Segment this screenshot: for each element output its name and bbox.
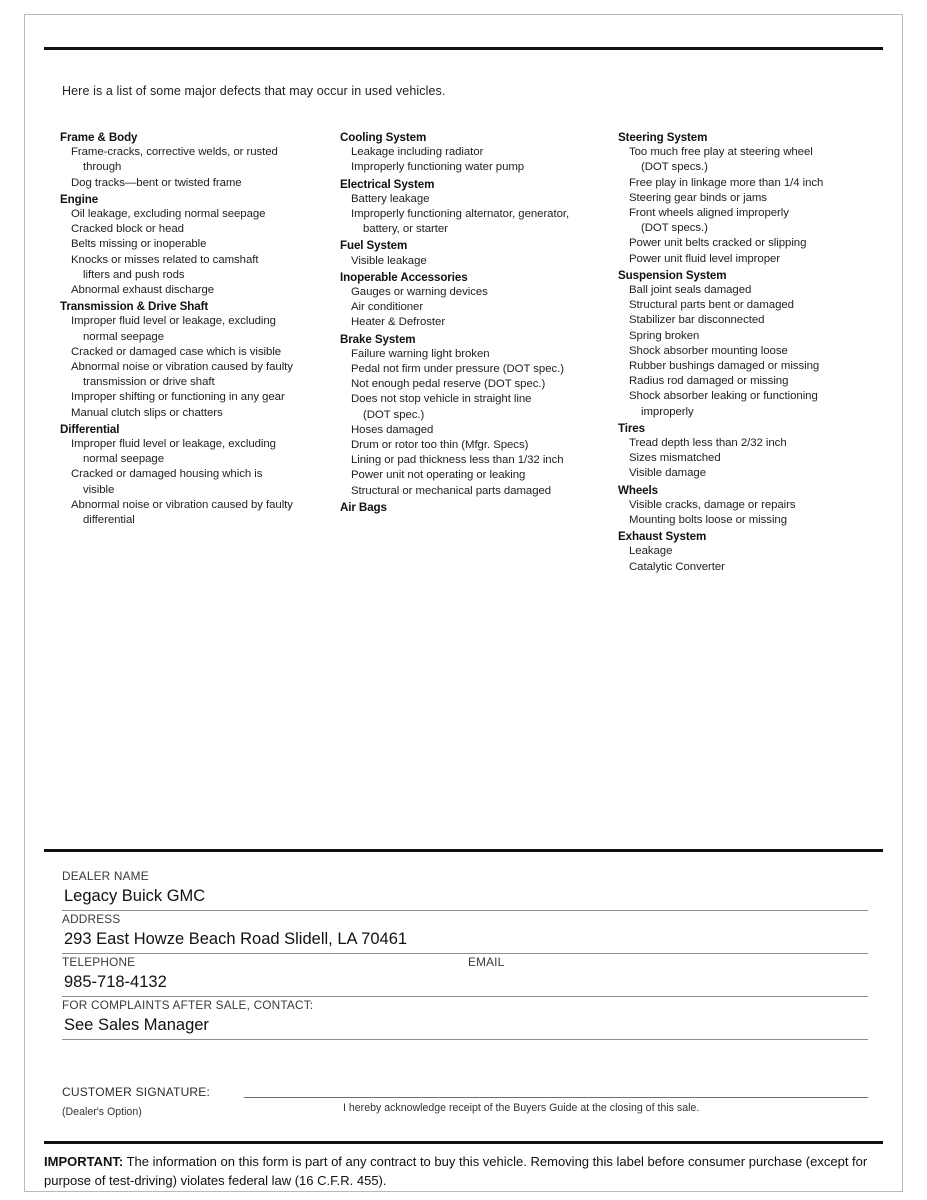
list-item: Dog tracks—bent or twisted frame xyxy=(71,176,242,189)
group-title: Fuel System xyxy=(340,239,408,253)
defect-group-inoperable-accessories xyxy=(340,270,618,331)
list-item: Leakage xyxy=(629,545,673,558)
dealer-telephone-value: 985-718-4132 xyxy=(64,973,167,991)
group-items xyxy=(618,145,868,267)
group-items xyxy=(340,145,618,175)
defect-group-cooling-system xyxy=(340,130,618,176)
list-item: Power unit not operating or leaking xyxy=(351,469,526,482)
group-title: Cooling System xyxy=(340,131,427,144)
list-item: Shock absorber leaking or functioning improperly xyxy=(629,390,818,418)
list-item: Abnormal noise or vibration caused by faulty transmission or drive shaft xyxy=(71,361,293,389)
group-title: Brake System xyxy=(340,332,416,346)
list-item: Front wheels aligned improperly (DOT specs.) xyxy=(629,207,789,235)
defect-group-fuel-system xyxy=(340,238,618,268)
list-item: Ball joint seals damaged xyxy=(629,284,752,297)
list-item: Structural parts bent or damaged xyxy=(629,299,794,312)
list-item: Too much free play at steering wheel (DOT specs.) xyxy=(629,146,813,174)
group-title: Transmission & Drive Shaft xyxy=(60,300,209,314)
list-item: Oil leakage, excluding normal seepage xyxy=(71,208,266,221)
list-item: Improperly functioning water pump xyxy=(351,161,525,174)
group-title: Differential xyxy=(60,422,120,436)
group-title: Tires xyxy=(618,421,646,435)
group-items xyxy=(618,498,868,528)
list-item: Knocks or misses related to camshaft lifters and push rods xyxy=(71,253,259,281)
signature-rule[interactable] xyxy=(244,1097,868,1098)
customer-signature-label: CUSTOMER SIGNATURE: xyxy=(62,1085,211,1099)
list-item: Gauges or warning devices xyxy=(351,286,488,299)
list-item: Not enough pedal reserve (DOT spec.) xyxy=(351,378,546,391)
defect-group-transmission-drive-shaft xyxy=(60,299,340,421)
list-item: Power unit belts cracked or slipping xyxy=(629,237,807,250)
list-item: Improper fluid level or leakage, excluding normal seepage xyxy=(71,438,276,466)
defect-group-steering-system xyxy=(618,130,868,267)
acknowledgement-text: I hereby acknowledge receipt of the Buyers Guide at the closing of this sale. xyxy=(343,1102,700,1114)
list-item: Drum or rotor too thin (Mfgr. Specs) xyxy=(351,439,529,452)
group-items xyxy=(60,437,340,528)
list-item: Improper shifting or functioning in any gear xyxy=(71,391,285,404)
list-item: Abnormal noise or vibration caused by faulty differential xyxy=(71,498,293,527)
list-item: Shock absorber mounting loose xyxy=(629,344,788,357)
dealer-name-field[interactable] xyxy=(62,868,868,911)
list-item: Abnormal exhaust discharge xyxy=(71,284,215,297)
list-item: Free play in linkage more than 1/4 inch xyxy=(629,176,824,189)
defect-group-differential xyxy=(60,422,340,528)
dealer-information xyxy=(62,868,868,1040)
group-items xyxy=(618,544,868,574)
dealer-address-label: ADDRESS xyxy=(62,912,121,926)
list-item: Visible leakage xyxy=(351,254,427,267)
list-item: Cracked or damaged housing which is visible xyxy=(71,468,263,496)
complaints-contact-value: See Sales Manager xyxy=(64,1016,209,1034)
customer-signature-section xyxy=(62,1083,868,1118)
list-item: Mounting bolts loose or missing xyxy=(629,514,787,527)
defects-column-3 xyxy=(618,130,868,576)
group-items xyxy=(618,283,868,420)
list-item: Battery leakage xyxy=(351,192,430,205)
group-items xyxy=(60,314,340,420)
list-item: Rubber bushings damaged or missing xyxy=(629,360,820,373)
list-item: Does not stop vehicle in straight line (DOT spec.) xyxy=(351,393,532,421)
important-notice xyxy=(44,1152,874,1190)
complaints-contact-field[interactable] xyxy=(62,997,868,1040)
dealer-address-value: 293 East Howze Beach Road Slidell, LA 70461 xyxy=(64,930,408,948)
group-title: Exhaust System xyxy=(618,530,707,544)
list-item: Steering gear binds or jams xyxy=(629,191,767,204)
list-item: Power unit fluid level improper xyxy=(629,252,781,265)
list-item: Tread depth less than 2/32 inch xyxy=(629,437,787,450)
list-item: Improper fluid level or leakage, excluding normal seepage xyxy=(71,315,276,343)
group-items xyxy=(60,145,340,191)
defect-group-wheels xyxy=(618,483,868,529)
signature-line[interactable] xyxy=(62,1083,868,1101)
intro-text: Here is a list of some major defects that may occur in used vehicles. xyxy=(62,84,446,98)
dealer-telephone-label: TELEPHONE xyxy=(62,955,136,969)
list-item: Belts missing or inoperable xyxy=(71,238,207,251)
list-item: Improperly functioning alternator, generator, battery, or starter xyxy=(351,208,570,236)
list-item: Cracked or damaged case which is visible xyxy=(71,345,282,358)
dealer-name-label: DEALER NAME xyxy=(62,869,149,883)
important-heading: IMPORTANT: xyxy=(44,1154,124,1169)
top-divider xyxy=(44,47,883,50)
list-item: Visible damage xyxy=(629,467,706,480)
list-item: Lining or pad thickness less than 1/32 inch xyxy=(351,454,564,467)
list-item: Air conditioner xyxy=(351,301,424,314)
group-items xyxy=(340,254,618,269)
list-item: Heater & Defroster xyxy=(351,316,446,329)
list-item: Visible cracks, damage or repairs xyxy=(629,498,796,511)
defect-group-engine xyxy=(60,192,340,298)
dealer-telephone-email-field[interactable] xyxy=(62,954,868,997)
list-item: Pedal not firm under pressure (DOT spec.) xyxy=(351,363,564,376)
dealer-name-value: Legacy Buick GMC xyxy=(64,887,206,905)
group-title: Air Bags xyxy=(340,500,387,514)
list-item: Catalytic Converter xyxy=(629,560,725,573)
group-items xyxy=(340,285,618,331)
list-item: Manual clutch slips or chatters xyxy=(71,406,223,419)
defect-group-tires xyxy=(618,421,868,482)
group-title: Inoperable Accessories xyxy=(340,270,468,284)
list-item: Radius rod damaged or missing xyxy=(629,375,789,388)
list-item: Leakage including radiator xyxy=(351,146,484,159)
defect-group-exhaust-system xyxy=(618,529,868,575)
dealers-option-label: (Dealer's Option) xyxy=(62,1106,142,1118)
group-items xyxy=(340,347,618,499)
group-items xyxy=(618,436,868,482)
group-title: Engine xyxy=(60,192,99,206)
dealer-address-field[interactable] xyxy=(62,911,868,954)
defect-group-electrical-system xyxy=(340,177,618,238)
group-title: Wheels xyxy=(618,483,658,497)
defect-group-brake-system xyxy=(340,332,618,499)
defects-column-2 xyxy=(340,130,618,516)
list-item: Cracked block or head xyxy=(71,223,184,236)
dealer-email-label: EMAIL xyxy=(468,955,505,969)
complaints-contact-label: FOR COMPLAINTS AFTER SALE, CONTACT: xyxy=(62,998,314,1012)
middle-divider xyxy=(44,849,883,852)
defects-columns xyxy=(60,130,870,576)
group-title: Electrical System xyxy=(340,177,435,191)
list-item: Stabilizer bar disconnected xyxy=(629,314,765,327)
list-item: Structural or mechanical parts damaged xyxy=(351,484,552,497)
group-title: Steering System xyxy=(618,131,708,144)
list-item: Spring broken xyxy=(629,329,700,342)
defects-column-1 xyxy=(60,130,340,529)
group-title: Suspension System xyxy=(618,268,727,282)
bottom-divider xyxy=(44,1141,883,1144)
group-items xyxy=(60,207,340,298)
group-title: Frame & Body xyxy=(60,131,138,144)
defect-group-air-bags xyxy=(340,500,618,515)
signature-subtext xyxy=(62,1102,868,1118)
list-item: Sizes mismatched xyxy=(629,452,721,465)
important-body: The information on this form is part of any contract to buy this vehicle. Removing this label before consumer purchase (except for purpose of test-driving) violates federal law (16 C.F.R. 455). xyxy=(44,1154,868,1188)
defect-group-frame-body xyxy=(60,130,340,191)
defect-group-suspension-system xyxy=(618,268,868,420)
list-item: Hoses damaged xyxy=(351,423,434,436)
list-item: Failure warning light broken xyxy=(351,347,490,360)
list-item: Frame-cracks, corrective welds, or rusted through xyxy=(71,146,278,174)
group-items xyxy=(340,192,618,238)
